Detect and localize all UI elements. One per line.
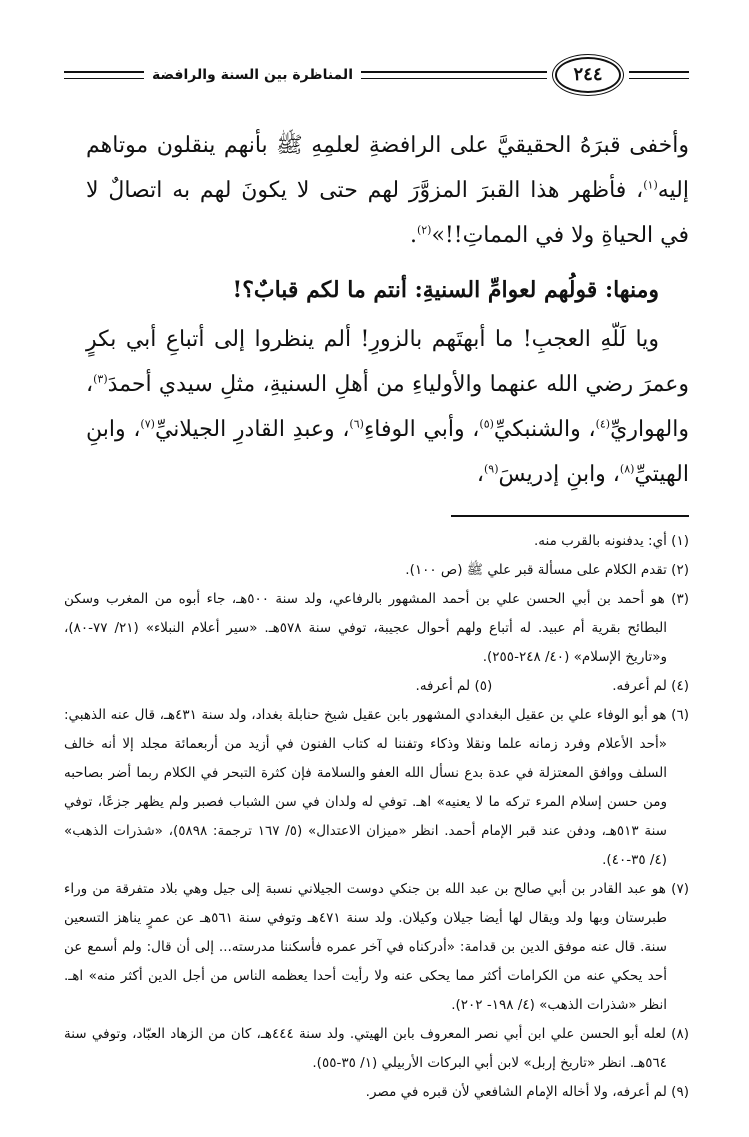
footnote: (٣) هو أحمد بن أبي الحسن علي بن أحمد المشهور بالرفاعي، ولد سنة ٥٠٠هـ، جاء أبوه من المغرب وسكن البطائح بقرية أم عبيد. له أتباع ولهم أحوال عجيبة، توفي سنة ٥٧٨هـ. «سير أعلام النبلاء» (٢١/ ٧٧-٨٠)، و«تاريخ الإسلام» (٤٠/ ٢٤٨-٢٥٥).	[64, 591, 689, 665]
footnote-ref[interactable]: (٣)	[93, 372, 108, 386]
text: ، والهواريِّ	[86, 372, 689, 442]
footnote: (٦) هو أبو الوفاء علي بن عقيل البغدادي المشهور بابن عقيل شيخ حنابلة بغداد، ولد سنة ٤٣١هـ، قال عنه الذهبي: «أحد الأعلام وفرد زمانه علما ونقلا وذكاء وتفننا له كتاب الفنون في أزيد من أربعمائة مجلد إلا أنه خالف السلف ووافق المعتزلة في عدة بدع نسأل الله العفو والسلامة فإن كثرة التبحر في الكلام ربما أضر بصاحبه ومن حسن إسلام المرء تركه ما لا يعنيه» اهـ. توفي له ولدان في سن الشباب فصبر ولم يظهر جزعًا، توفي سنة ٥١٣هـ، ودفن عند قبر الإمام أحمد. انظر «ميزان الاعتدال» (٥/ ١٦٧ ترجمة: ٥٨٩٨)، «شذرات الذهب» (٤/ ٣٥-٤٠).	[64, 707, 689, 868]
footnote-ref[interactable]: (٦)	[349, 417, 364, 431]
footnote: (٢) تقدم الكلام على مسألة قبر علي ﷺ (ص ١٠٠).	[405, 562, 689, 578]
footnote: (٨) لعله أبو الحسن علي ابن أبي نصر المعروف بابن الهيتي. ولد سنة ٤٤٤هـ، كان من الزهاد العبّاد، وتوفي سنة ٥٦٤هـ. انظر «تاريخ إربل» لابن أبي البركات الأربيلي (١/ ٣٥-٥٥).	[64, 1026, 690, 1071]
text: ، وابنِ إدريسَ	[498, 462, 620, 487]
footnote-ref[interactable]: (٩)	[483, 462, 499, 476]
main-text	[86, 123, 689, 497]
footnote-ref[interactable]: (٨)	[619, 462, 635, 476]
footnote-ref[interactable]: (٢)	[416, 223, 432, 237]
text: ، وأبي الوفاءِ	[363, 417, 480, 442]
text: وأخفى قبرَهُ الحقيقيَّ على الرافضةِ لعلمِهِ ﷺ بأنهم ينقلون موتاهم إليه	[86, 133, 689, 203]
header-rule	[629, 71, 689, 79]
text: ،	[476, 462, 484, 487]
paragraph	[86, 123, 689, 258]
footnote-ref[interactable]: (١)	[643, 178, 658, 192]
footnote: (٧) هو عبد القادر بن أبي صالح بن عبد الله بن جنكي دوست الجيلاني نسبة إلى جيل وهي بلاد متفرقة من وراء طبرستان وبها ولد ويقال لها أيضا جيلان وكيلان. ولد سنة ٤٧١هـ وتوفي سنة ٥٦١هـ عن عمرٍ يناهز التسعين سنة. قال عنه موفق الدين بن قدامة: «أدركناه في آخر عمره فأسكننا مدرسته... إلى أن قال: ولم أسمع عن أحد يحكي عنه من الكرامات أكثر مما يحكى عنه ولا رأيت أحدا يعظمه الناس من أجل الدين أكثر منه» اهـ. انظر «شذرات الذهب» (٤/ ١٩٨- ٢٠٢).	[64, 881, 689, 1013]
header-rule	[361, 71, 547, 79]
paragraph	[86, 317, 689, 497]
text: ويا لَلّهِ العجبِ! ما أبهتَهم بالزورِ! ألم ينظروا إلى أتباعِ أبي بكرٍ وعمرَ رضي الله عنهما والأولياءِ من أهلِ السنيةِ، مثلِ سيدي أحمدَ	[86, 327, 689, 397]
footnote-separator-wrap	[64, 515, 689, 517]
running-header	[64, 55, 689, 95]
text: ، فأظهر هذا القبرَ المزوَّرَ لهم حتى لا يكونَ لهم به اتصالٌ لا في الحياةِ ولا في المماتِ!!»	[86, 178, 689, 248]
footnotes	[64, 527, 689, 1107]
footnote-ref[interactable]: (٧)	[140, 417, 155, 431]
running-title: المناظرة بين السنة والرافضة	[152, 67, 353, 83]
text: ، وعبدِ القادرِ الجيلانيِّ	[154, 417, 350, 442]
footnote-ref[interactable]: (٤)	[595, 417, 611, 431]
footnote: (٩) لم أعرفه، ولا أخاله الإمام الشافعي لأن قبره في مصر.	[365, 1084, 689, 1100]
footnote: (١) أي: يدفنونه بالقرب منه.	[534, 533, 689, 549]
text: .	[409, 223, 417, 248]
footnote-separator	[451, 515, 689, 517]
text: ، وابنِ الهيتيِّ	[86, 417, 689, 487]
footnote-pair	[64, 672, 689, 701]
footnote: (٤) لم أعرفه.	[612, 678, 689, 694]
footnote: (٥) لم أعرفه.	[415, 678, 493, 694]
page-number: ٢٤٤	[555, 57, 621, 93]
footnote-ref[interactable]: (٥)	[479, 417, 494, 431]
header-rule	[64, 71, 144, 79]
text: ، والشنبكيِّ	[493, 417, 596, 442]
subheading: ومنها: قولُهم لعوامِّ السنيةِ: أنتم ما لكم قبابٌ؟!	[232, 277, 659, 303]
